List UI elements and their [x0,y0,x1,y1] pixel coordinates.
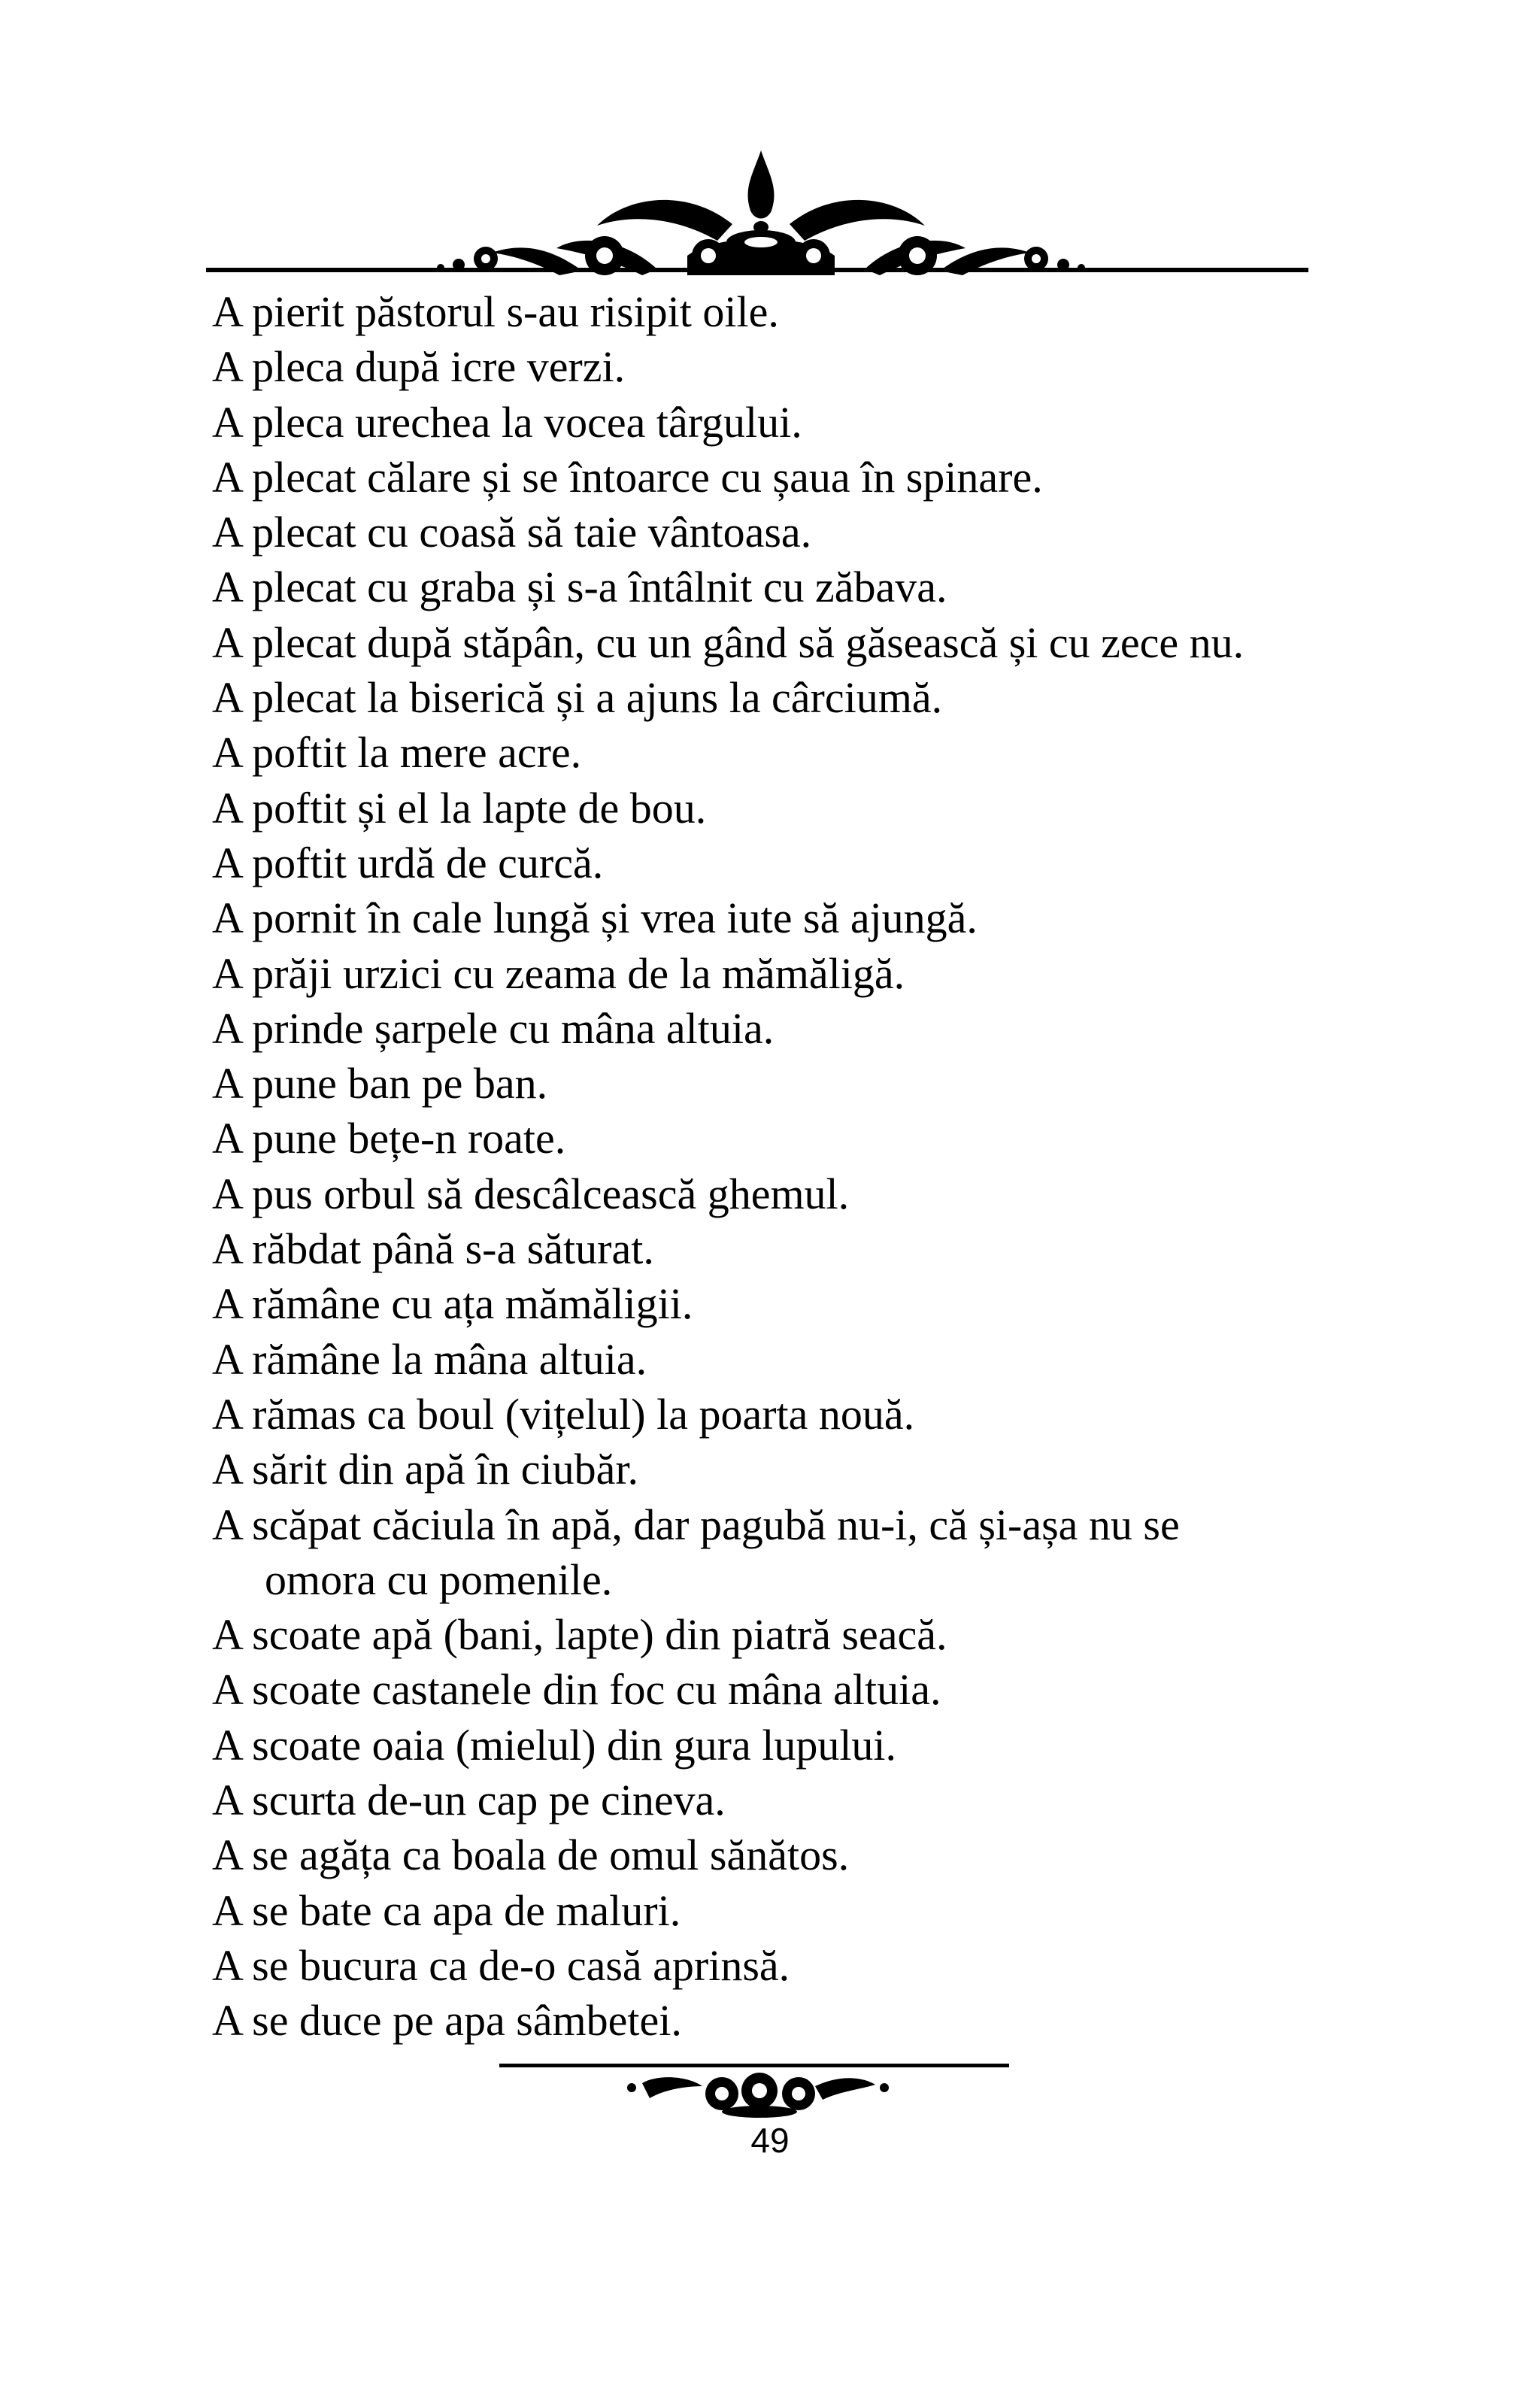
proverb-list [212,284,1325,2049]
list-item: A poftit la mere acre. [212,728,582,778]
list-item: A pune ban pe ban. [212,1059,548,1109]
list-item-continuation [212,1552,1325,1607]
list-item: A plecat călare și se întoarce cu șaua în spinare. [212,452,1043,502]
list-item: A scoate oaia (mielul) din gura lupului. [212,1720,897,1770]
continuation-text: omora cu pomenile. [265,1554,613,1604]
list-item: A plecat după stăpân, cu un gând să găsească și cu zece nu. [212,617,1244,667]
list-item: A pus orbul să descâlcească ghemul. [212,1169,850,1218]
list-item: A plecat cu coasă să taie vântoasa. [212,508,812,557]
list-item: A prăji urzici cu zeama de la mămăligă. [212,948,905,998]
list-item: A răbdat până s-a săturat. [212,1224,654,1274]
list-item: A plecat cu graba și s-a întâlnit cu zăbava. [212,563,947,612]
list-item: A prinde șarpele cu mâna altuia. [212,1003,775,1053]
list-item: A scoate apă (bani, lapte) din piatră seacă. [212,1610,947,1660]
list-item: A se bate ca apa de maluri. [212,1885,681,1935]
list-item: A pleca urechea la vocea târgului. [212,397,802,447]
list-item: A plecat la biserică și a ajuns la cârciumă. [212,673,943,723]
header-flourish-ornament [206,143,1308,286]
list-item: A scurta de-un cap pe cineva. [212,1776,726,1825]
list-item: A pierit păstorul s-au risipit oile. [212,287,779,336]
list-item: A pune bețe-n roate. [212,1114,566,1163]
list-item: A pornit în cale lungă și vrea iute să ajungă. [212,893,978,943]
list-item: A se agăța ca boala de omul sănătos. [212,1830,850,1880]
list-item: A se duce pe apa sâmbetei. [212,1996,682,2046]
list-item: A rămas ca boul (vițelul) la poarta nouă. [212,1389,915,1439]
list-item: A poftit urdă de curcă. [212,838,604,887]
list-item: A scoate castanele din foc cu mâna altuia. [212,1665,941,1715]
list-item: A se bucura ca de-o casă aprinsă. [212,1940,790,1990]
list-item: A rămâne cu ața mămăligii. [212,1279,693,1329]
list-item: A pleca după icre verzi. [212,342,626,392]
list-item: A scăpat căciula în apă, dar pagubă nu-i, că și-așa nu se [212,1500,1180,1549]
list-item: A poftit și el la lapte de bou. [212,783,707,833]
list-item: A rămâne la mâna altuia. [212,1334,647,1384]
footer-flourish-ornament [499,2053,1009,2128]
list-item: A sărit din apă în ciubăr. [212,1445,638,1494]
page-number: 49 [750,2121,790,2160]
